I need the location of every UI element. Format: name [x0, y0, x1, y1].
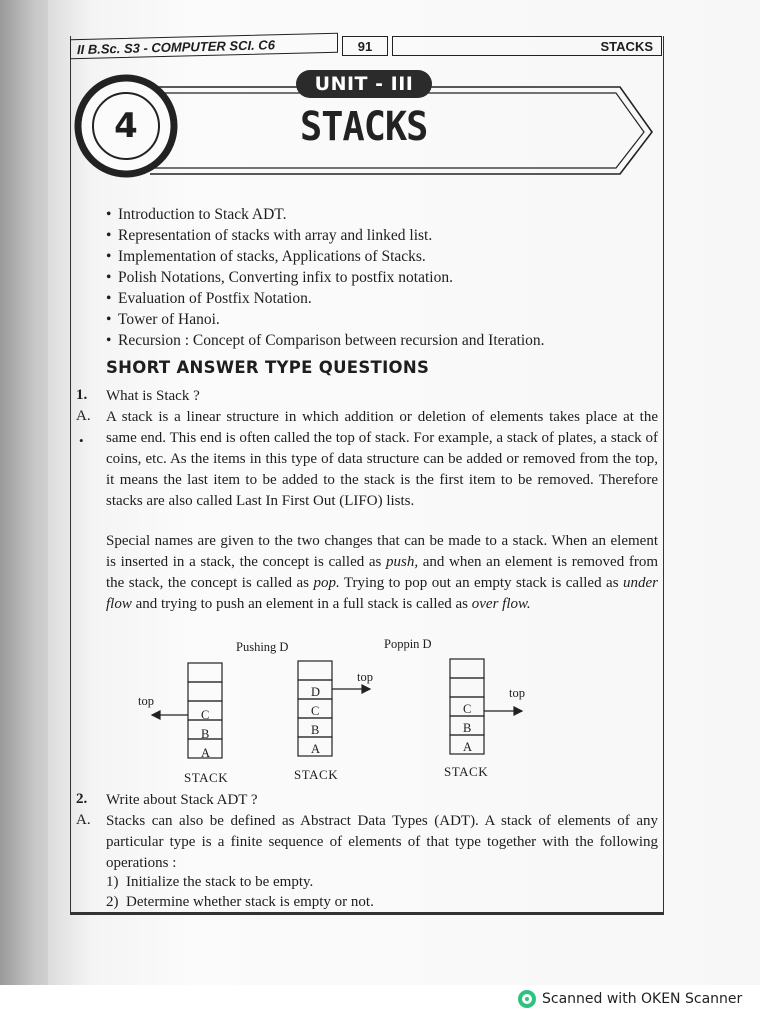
stack-caption: STACK	[184, 770, 229, 785]
question-text: What is Stack ?	[106, 388, 200, 404]
list-item: • Evaluation of Postfix Notation.	[106, 288, 545, 309]
stack-caption: STACK	[444, 764, 489, 779]
stack-caption: STACK	[294, 767, 339, 782]
answer-label: A.	[76, 812, 91, 828]
question-number: 1.	[76, 387, 88, 403]
list-item: • Representation of stacks with array and linked list.	[106, 225, 545, 246]
top-label: top	[138, 694, 154, 708]
chapter-number: 4	[114, 106, 138, 146]
list-number: 2)	[106, 894, 119, 910]
list-item: • Implementation of stacks, Applications of Stacks.	[106, 246, 545, 267]
stack-3-cell: C	[463, 702, 472, 716]
list-item: • Introduction to Stack ADT.	[106, 204, 545, 225]
stack-1-cell: B	[201, 727, 210, 741]
header-course: II B.Sc. S3 - COMPUTER SCI. C6	[70, 33, 338, 60]
text-run: and when an element is removed from the stack, the concept is called as	[106, 554, 658, 591]
list-item	[106, 872, 313, 893]
unit-label: UNIT - III	[296, 70, 432, 98]
scanner-watermark	[518, 990, 742, 1008]
list-text: Determine whether stack is empty or not.	[126, 894, 374, 910]
arrow-head	[514, 707, 522, 715]
answer-paragraph: Stacks can also be defined as Abstract Data Types (ADT). A stack of elements of any particular type is a finite sequence of elements of that type together with the following operations :	[106, 813, 658, 871]
oken-logo-icon	[518, 990, 536, 1008]
stack-1-cell: A	[201, 746, 211, 760]
stack-2-cell: A	[311, 742, 321, 756]
stack-2-cell: B	[311, 723, 320, 737]
question-number: 2.	[76, 791, 88, 807]
chapter-title: STACKS	[300, 104, 428, 150]
caption-pushing: Pushing D	[236, 640, 289, 654]
top-label: top	[357, 670, 373, 684]
stack-2-cell: D	[311, 685, 321, 699]
stack-2-cell: C	[311, 704, 320, 718]
text-run: Trying to pop out an empty stack is called as	[339, 575, 623, 591]
caption-popping: Poppin D	[384, 637, 432, 651]
arrow-head	[362, 685, 370, 693]
term-pop: pop.	[313, 575, 340, 591]
list-item: • Recursion : Concept of Comparison between recursion and Iteration.	[106, 330, 545, 351]
stack-3-cell: A	[463, 740, 473, 754]
header-page-number: 91	[342, 36, 388, 56]
list-number: 1)	[106, 874, 119, 890]
stack-1-cell: C	[201, 708, 210, 722]
list-item	[106, 892, 374, 913]
answer-label: A.	[76, 408, 91, 424]
text-run: Special names are given to the two changes that can be made to a stack. When an element is inserted in a stack, the concept is called as	[106, 533, 658, 570]
scanner-text: Scanned with OKEN Scanner	[542, 991, 743, 1007]
term-push: push,	[386, 554, 419, 570]
stack-3-cell: B	[463, 721, 472, 735]
list-text: Initialize the stack to be empty.	[126, 874, 314, 890]
list-item: • Tower of Hanoi.	[106, 309, 545, 330]
term-underflow: under flow	[106, 575, 658, 612]
header-running-title: STACKS	[392, 36, 662, 56]
margin-dot: •	[79, 433, 84, 448]
section-heading: SHORT ANSWER TYPE QUESTIONS	[106, 358, 430, 377]
list-item: • Polish Notations, Converting infix to postfix notation.	[106, 267, 545, 288]
term-overflow: over flow.	[471, 596, 531, 612]
question-text: Write about Stack ADT ?	[106, 792, 258, 808]
answer-paragraph-2	[106, 531, 658, 615]
answer-paragraph: A stack is a linear structure in which addition or deletion of elements takes place at the same end. This end is often called the top of stack. For example, a stack of plates, a stack of coins, etc. As the items in this type of data structure can be added or removed from the top, it means the last item to be added to the stack is the first item to be removed. Therefore stacks are also called Last In First Out (LIFO) lists.	[106, 409, 658, 509]
top-label: top	[509, 686, 525, 700]
syllabus-list	[106, 204, 545, 351]
text-run: and trying to push an element in a full stack is called as	[131, 596, 472, 612]
arrow-head	[152, 711, 160, 719]
